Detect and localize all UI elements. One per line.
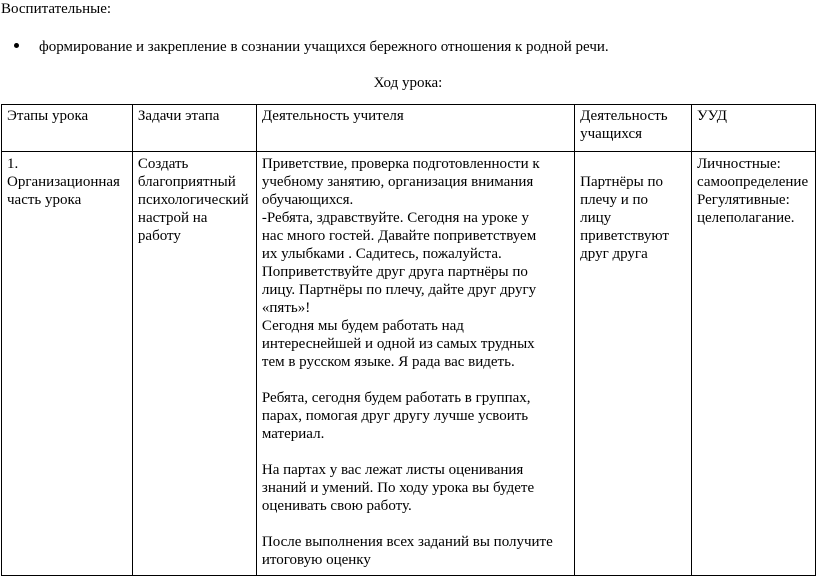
cell-uud-text: Личностные: самоопределение Регулятивные: целеполагание. (696, 156, 809, 226)
cell-stage (2, 152, 133, 576)
cell-student-activity-text: Партнёры по плечу и по лицу приветствуют друг друга (580, 174, 669, 262)
teacher-paragraph: На партах у вас лежат листы оценивания знаний и умений. По ходу урока вы будете оценивать свою работу. (261, 462, 535, 514)
cell-uud (691, 152, 815, 576)
header-student-activity-text: Деятельность учащихся (580, 108, 668, 142)
table-header-row (2, 105, 816, 152)
header-stages-text: Этапы урока (7, 108, 89, 124)
bullet-text: формирование и закрепление в сознании учащихся бережного отношения к родной речи. (39, 39, 609, 55)
bullet-item (14, 38, 609, 56)
table-row (2, 152, 816, 576)
bullet-icon (14, 43, 19, 48)
section-heading: Воспитательные: (1, 1, 112, 17)
header-uud (691, 105, 815, 152)
cell-student-activity (575, 152, 692, 576)
header-tasks-text: Задачи этапа (137, 108, 220, 124)
teacher-paragraph: После выполнения всех заданий вы получите итоговую оценку (261, 534, 553, 568)
header-tasks (132, 105, 256, 152)
cell-task (132, 152, 256, 576)
cell-stage-text: 1. Организационная часть урока (7, 156, 120, 208)
cell-teacher-activity (256, 152, 574, 576)
header-stages (2, 105, 133, 152)
header-student-activity (575, 105, 692, 152)
teacher-paragraph: Приветствие, проверка подготовленности к учебному занятию, организация внимания обучающихся. -Ребята, здравствуйте. Сегодня на уроке у нас много гостей. Давайте поприветствуем их улыбками . Садитесь, пожалуйста. Поприветствуйте друг друга партнёры по лицу. Партнёры по плечу, дайте друг другу «пять»! Сегодня мы будем работать над интереснейшей и одной из самых трудных тем в русском языке. Я рада вас видеть. (261, 156, 540, 370)
lesson-table (1, 104, 816, 576)
teacher-paragraph: Ребята, сегодня будем работать в группах, парах, помогая друг другу лучше усвоить материал. (261, 390, 531, 442)
lesson-title: Ход урока: (373, 75, 443, 91)
header-teacher-activity (256, 105, 574, 152)
cell-task-text: Создать благоприятный психологический настрой на работу (137, 156, 249, 244)
header-teacher-activity-text: Деятельность учителя (261, 108, 404, 124)
header-uud-text: УУД (696, 108, 727, 124)
